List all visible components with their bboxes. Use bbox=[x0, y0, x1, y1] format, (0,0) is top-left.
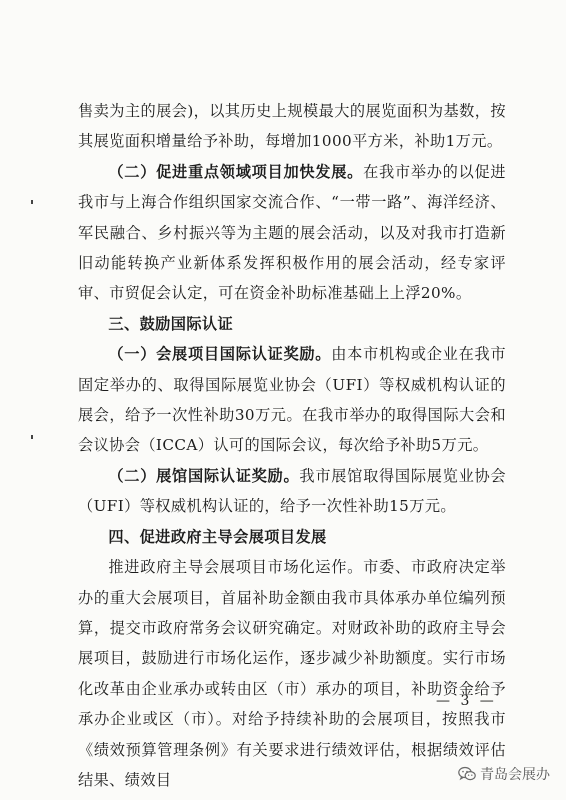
item-heading: （二）促进重点领域项目加快发展。 bbox=[108, 162, 364, 181]
watermark bbox=[458, 764, 550, 784]
page-number: — 3 — bbox=[436, 693, 497, 709]
watermark-text: 青岛会展办 bbox=[480, 767, 550, 783]
item-text: 由本市机构或企业在我市固定举办的、取得国际展览业协会（UFI）等权威机构认证的展会，给予一次性补助30万元。在我市举办的取得国际大会和会议协会（ICCA）认可的国际会议，每次给予补助5万元。 bbox=[78, 345, 506, 455]
paragraph-venue-certification bbox=[78, 461, 506, 522]
item-text: 在我市举办的以促进我市与上海合作组织国家交流合作、“一带一路”、海洋经济、军民融合、乡村振兴等为主题的展会活动，以及对我市打造新旧动能转换产业新体系发挥积极作用的展会活动，经专家评审、市贸促会认定，可在资金补助标准基础上上浮20%。 bbox=[78, 162, 506, 303]
document-body bbox=[78, 96, 506, 795]
item-heading: （二）展馆国际认证奖励。 bbox=[108, 466, 300, 485]
paragraph-continuation: 售卖为主的展会)，以其历史上规模最大的展览面积为基数，按其展览面积增量给予补助，每增加1000平方米，补助1万元。 bbox=[78, 102, 506, 151]
section-heading-government-led: 四、促进政府主导会展项目发展 bbox=[108, 527, 327, 546]
paragraph-exhibition-certification bbox=[78, 339, 506, 461]
wechat-icon bbox=[458, 766, 476, 782]
section-heading-international-certification: 三、鼓励国际认证 bbox=[108, 314, 234, 333]
item-text: 我市展馆取得国际展览业协会（UFI）等权威机构认证的，给予一次性补助15万元。 bbox=[78, 466, 506, 516]
binding-mark bbox=[31, 435, 33, 439]
item-heading: （一）会展项目国际认证奖励。 bbox=[108, 345, 332, 364]
binding-mark bbox=[31, 200, 33, 204]
paragraph-key-fields bbox=[78, 157, 506, 309]
paragraph-government-led: 推进政府主导会展项目市场化运作。市委、市政府决定举办的重大会展项目，首届补助金额由我市具体承办单位编列预算，提交市政府常务会议研究确定。对财政补助的政府主导会展项目，鼓励进行市场化运作，逐步减少补助额度。实行市场化改革由企业承办或转由区（市）承办的项目，补助资金给予承办企业或区（市）。对给予持续补助的会展项目，按照我市《绩效预算管理条例》有关要求进行绩效评估，根据绩效评估结果、绩效目 bbox=[78, 558, 506, 789]
